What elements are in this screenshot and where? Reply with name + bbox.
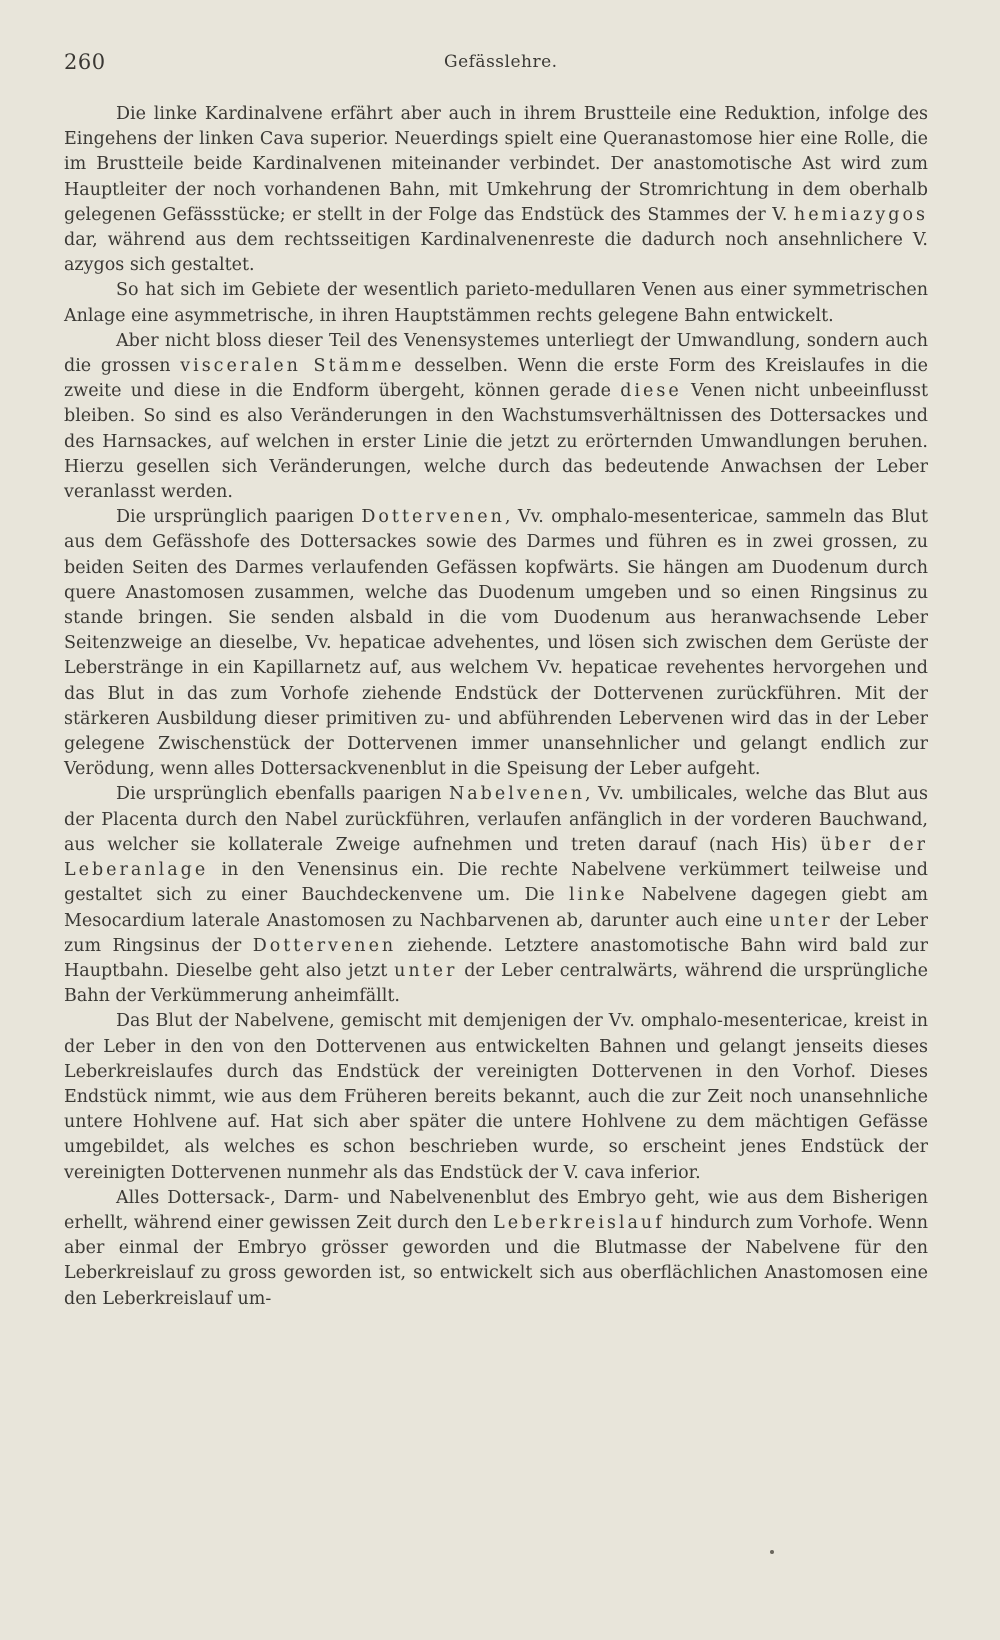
text-run: Venen nicht unbeeinflusst bleiben. So sind es also Veränderungen in den Wachstumsverhältnissen des Dottersackes und des Harnsackes, auf welchen in erster Linie die jetzt zu erörternden Umwandlungen beruhen. Hierzu gesellen sich Veränderungen, welche durch das bedeutende Anwachsen der Leber veranlasst werden. [64, 381, 928, 503]
paragraph [64, 1009, 928, 1185]
text-run: Die linke Kardinalvene erfährt aber auch in ihrem Brustteile eine Reduktion, infolge des Eingehens der linken Cava superior. Neuerdings spielt eine Queranastomose hier eine Rolle, die im Brustteile beide Kardinalvenen miteinander verbindet. Der anastomotische Ast wird zum Hauptleiter der noch vorhandenen Bahn, mit Umkehrung der Stromrichtung in dem oberhalb gelegenen Gefässstücke; er stellt in der Folge das Endstück des Stammes der V. [64, 104, 928, 225]
page-header [64, 50, 928, 80]
spaced-emphasis: unter [394, 960, 458, 981]
spaced-emphasis: Nabelvenen [448, 784, 585, 805]
text-run: Alles Dottersack-, Darm- und Nabelvenenblut des Embryo geht, wie aus dem Bisherigen erhellt, während einer gewissen Zeit durch den [64, 1187, 928, 1233]
text-run: , Vv. umbilicales, welche das Blut aus der Placenta durch den Nabel zurückführen, verlaufen anfänglich in der vorderen Bauchwand, aus welcher sie kollaterale Zweige aufnehmen und treten darauf (nach His) [64, 784, 928, 855]
running-title: Gefässlehre. [444, 52, 558, 72]
spaced-emphasis: Leberkreislauf [493, 1212, 665, 1233]
text-run: Nabelvene dagegen giebt am Mesocardium laterale Anastomosen zu Nachbarvenen ab, darunter auch eine [64, 885, 929, 931]
text-run: der Leber zum Ringsinus der [64, 910, 929, 956]
text-run: dar, während aus dem rechtsseitigen Kardinalvenenreste die dadurch noch ansehnlichere V. azygos sich gestaltet. [64, 230, 928, 276]
paragraph [64, 278, 928, 328]
text-run: Die ursprünglich ebenfalls paarigen [116, 784, 449, 805]
text-run: ziehende. Letztere anastomotische Bahn wird bald zur Hauptbahn. Dieselbe geht also jetzt [64, 935, 928, 981]
spaced-emphasis: hemiazygos [793, 204, 928, 225]
text-run: Das Blut der Nabelvene, gemischt mit demjenigen der Vv. omphalo-mesentericae, kreist in der Leber in den von den Dottervenen aus entwickelten Bahnen und gelangt jenseits dieses Leberkreislaufes durch das Endstück der vereinigten Dottervenen in den Vorhof. Dieses Endstück nimmt, wie aus dem Früheren bereits bekannt, auch die zur Zeit noch unansehnliche untere Hohlvene auf. Hat sich aber später die untere Hohlvene zu dem mächtigen Gefässe umgebildet, als welches es schon beschrieben wurde, so erscheint jenes Endstück der vereinigten Dottervenen nunmehr als das Endstück der V. cava inferior. [64, 1011, 928, 1183]
spaced-emphasis: linke [569, 885, 628, 906]
text-run: hindurch zum Vorhofe. Wenn aber einmal der Embryo grösser geworden und die Blutmasse der Nabelvene für den Leberkreislauf zu gross geworden ist, so entwickelt sich aus oberflächlichen Anastomosen eine den Leberkreislauf um- [64, 1212, 928, 1309]
text-run: Die ursprünglich paarigen [116, 507, 362, 528]
paragraph [64, 329, 928, 505]
text-run: , Vv. omphalo-mesentericae, sammeln das Blut aus dem Gefässhofe des Dottersackes sowie des Darmes und führen es in zwei grossen, zu beiden Seiten des Darmes verlaufenden Gefässen kopfwärts. Sie hängen am Duodenum durch quere Anastomosen zusammen, welche das Duodenum umgeben und so einen Ringsinus zu stande bringen. Sie senden alsbald in die vom Duodenum aus heranwachsende Leber Seitenzweige an dieselbe, Vv. hepaticae advehentes, und lösen sich zwischen dem Gerüste der Leberstränge in ein Kapillarnetz auf, aus welchem Vv. hepaticae revehentes hervorgehen und das Blut in das zum Vorhofe ziehende Endstück der Dottervenen zurückführen. Mit der stärkeren Ausbildung dieser primitiven zu- und abführenden Lebervenen wird das in der Leber gelegene Zwischenstück der Dottervenen immer unansehnlicher und gelangt endlich zur Verödung, wenn alles Dottersackvenenblut in die Speisung der Leber aufgeht. [64, 507, 928, 780]
paragraph [64, 102, 928, 278]
text-run: desselben. Wenn die erste Form des Kreislaufes in die zweite und diese in die Endform übergeht, können gerade [64, 356, 928, 402]
spaced-emphasis: über der Leberanlage [64, 834, 928, 881]
text-run: der Leber centralwärts, während die ursprüngliche Bahn der Verkümmerung anheimfällt. [64, 960, 929, 1007]
paragraph [64, 782, 928, 1009]
spaced-emphasis: diese [620, 381, 682, 402]
page-number: 260 [64, 50, 106, 74]
body-text [64, 102, 928, 1312]
text-run: Aber nicht bloss dieser Teil des Venensystemes unterliegt der Umwandlung, sondern auch die grossen [64, 330, 928, 377]
spaced-emphasis: Dottervenen [361, 507, 505, 528]
spaced-emphasis: Dottervenen [252, 935, 397, 956]
text-run: in den Venensinus ein. Die rechte Nabelvene verkümmert teilweise und gestaltet sich zu einer Bauchdeckenvene um. Die [64, 860, 928, 906]
spaced-emphasis: visceralen Stämme [180, 356, 405, 377]
spaced-emphasis: unter [769, 910, 833, 931]
text-run: So hat sich im Gebiete der wesentlich parieto-medullaren Venen aus einer symmetrischen Anlage eine asymmetrische, in ihren Hauptstämmen rechts gelegene Bahn entwickelt. [64, 280, 928, 326]
paragraph [64, 1186, 928, 1312]
paragraph [64, 505, 928, 782]
ink-speck [770, 1550, 774, 1554]
